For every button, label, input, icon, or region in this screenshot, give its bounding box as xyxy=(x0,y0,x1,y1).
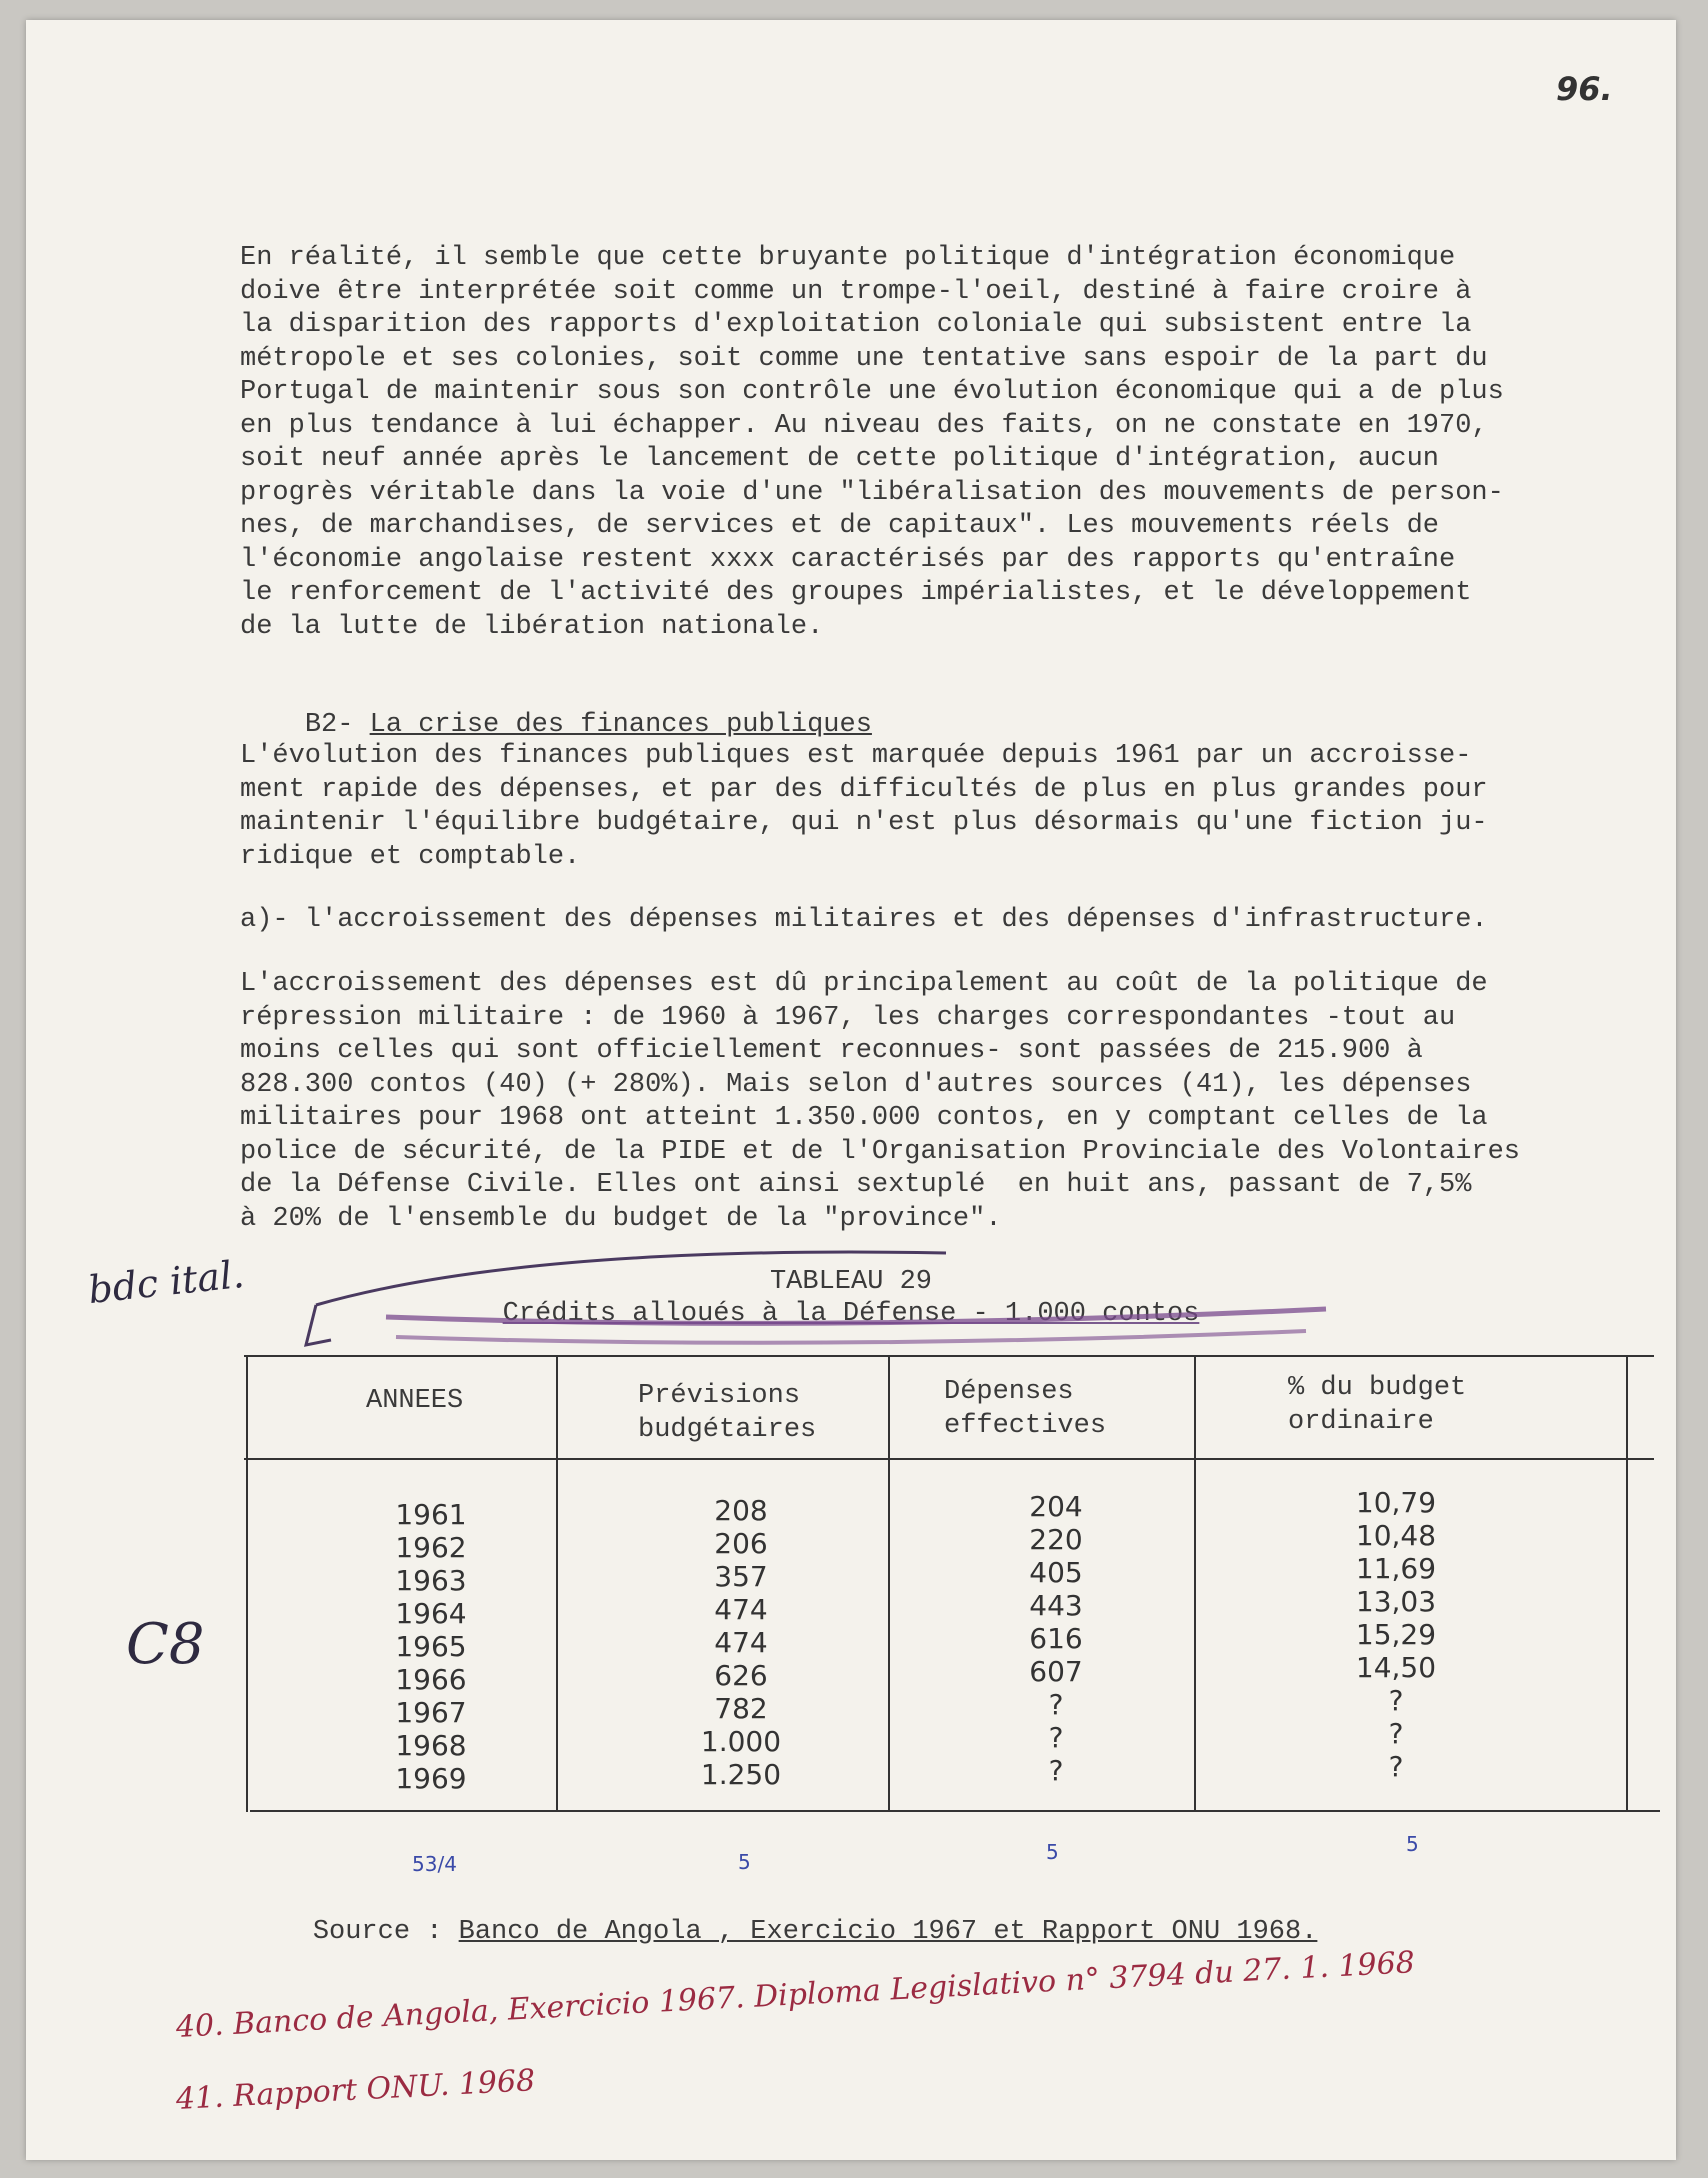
intro-line: soit neuf année après le lancement de cette politique d'intégration, aucun xyxy=(240,444,1439,474)
year-cell: 1961 xyxy=(395,1498,467,1531)
table-col-divider-4 xyxy=(1194,1355,1196,1812)
intro-line: en plus tendance à lui échapper. Au niveau des faits, on ne constate en 1970, xyxy=(240,410,1488,441)
subheading: a)- l'accroissement des dépenses militaires et des dépenses d'infrastructure. xyxy=(240,905,1488,935)
header-text: ANNEES xyxy=(366,1386,464,1416)
finances-line: maintenir l'équilibre budgétaire, qui n'est plus désormais qu'une fiction ju- xyxy=(240,808,1488,838)
header-annees xyxy=(366,1385,463,1419)
blue-mark-3: 5 xyxy=(1046,1840,1059,1864)
intro-line: métropole et ses colonies, soit comme une tentative sans espoir de la part du xyxy=(240,343,1488,374)
depenses-cell: 220 xyxy=(1029,1523,1083,1556)
year-cell: 1965 xyxy=(395,1630,467,1663)
footnote-41: 41. Rapport ONU. 1968 xyxy=(175,2063,537,2117)
intro-line: doive être interprétée soit comme un trompe-l'oeil, destiné à faire croire à xyxy=(240,276,1472,307)
margin-note-bdc-ital: bdc ital. xyxy=(86,1251,247,1313)
margin-note-c8: C8 xyxy=(126,1612,205,1677)
source-text: Banco de Angola , Exercicio 1967 et Rapport ONU 1968. xyxy=(458,1916,1318,1947)
previsions-cell: 626 xyxy=(714,1659,768,1692)
year-cell: 1963 xyxy=(395,1564,467,1597)
pct-cell: ? xyxy=(1388,1684,1404,1717)
previsions-cell: 474 xyxy=(714,1593,768,1626)
finances-line: ridique et comptable. xyxy=(240,841,581,872)
military-line: 828.300 contos (40) (+ 280%). Mais selon d'autres sources (41), les dépenses xyxy=(240,1069,1472,1100)
intro-line: le renforcement de l'activité des groupes impérialistes, et le développement xyxy=(240,578,1472,608)
intro-line: de la lutte de libération nationale. xyxy=(240,611,824,642)
year-cell: 1968 xyxy=(395,1729,467,1762)
blue-mark-2: 5 xyxy=(738,1850,751,1874)
intro-paragraph xyxy=(240,242,1660,644)
pct-cell: 10,48 xyxy=(1355,1519,1437,1552)
table-label: TABLEAU 29 xyxy=(769,1267,933,1297)
previsions-cell: 1.000 xyxy=(700,1725,782,1758)
previsions-cell: 1.250 xyxy=(700,1758,782,1791)
previsions-cell: 206 xyxy=(714,1527,768,1560)
blue-mark-4: 5 xyxy=(1406,1832,1419,1856)
depenses-cell: 616 xyxy=(1029,1622,1083,1655)
header-depenses xyxy=(944,1376,1106,1443)
year-cell: 1964 xyxy=(395,1597,467,1630)
depenses-cell: 204 xyxy=(1029,1490,1083,1523)
page-number: 96. xyxy=(1556,70,1613,108)
section-prefix: B2- xyxy=(304,709,370,740)
depenses-cell: ? xyxy=(1048,1754,1064,1787)
military-line: à 20% de l'ensemble du budget de la "province". xyxy=(240,1203,1002,1234)
header-previsions xyxy=(638,1380,816,1447)
pct-cell: ? xyxy=(1388,1750,1404,1783)
year-cell: 1969 xyxy=(395,1762,467,1795)
military-line: militaires pour 1968 ont atteint 1.350.000 contos, en y comptant celles de la xyxy=(240,1103,1488,1133)
finances-line: L'évolution des finances publiques est marquée depuis 1961 par un accroisse- xyxy=(240,741,1472,771)
table-caption: Crédits alloués à la Défense - 1.000 contos xyxy=(502,1299,1200,1329)
header-pct-budget xyxy=(1288,1372,1466,1439)
pct-cell: ? xyxy=(1388,1717,1404,1750)
header-text: effectives xyxy=(944,1410,1107,1441)
depenses-cell: ? xyxy=(1048,1688,1064,1721)
table-bottom-rule xyxy=(250,1810,1660,1812)
blue-mark-1: 53/4 xyxy=(412,1852,457,1876)
source-label: Source : xyxy=(312,1916,459,1947)
intro-line: Portugal de maintenir sous son contrôle une évolution économique qui a de plus xyxy=(240,377,1504,407)
depenses-cell: 405 xyxy=(1029,1556,1083,1589)
military-line: L'accroissement des dépenses est dû principalement au coût de la politique de xyxy=(240,969,1488,999)
column-years xyxy=(356,1498,506,1795)
military-line: police de sécurité, de la PIDE et de l'Organisation Provinciale des Volontaires xyxy=(240,1136,1521,1167)
pct-cell: 10,79 xyxy=(1355,1486,1437,1519)
previsions-cell: 208 xyxy=(714,1494,768,1527)
previsions-cell: 357 xyxy=(714,1560,768,1593)
military-line: répression militaire : de 1960 à 1967, les charges correspondantes -tout au xyxy=(240,1002,1456,1033)
intro-line: l'économie angolaise restent xxxx caractérisés par des rapports qu'entraîne xyxy=(240,544,1456,575)
header-text: Dépenses xyxy=(944,1377,1074,1407)
header-text: % du budget xyxy=(1288,1373,1467,1403)
section-title: La crise des finances publiques xyxy=(369,709,872,740)
finances-paragraph xyxy=(240,740,1660,874)
table-col-divider-1 xyxy=(246,1355,248,1812)
table-col-divider-5 xyxy=(1626,1355,1628,1812)
year-cell: 1966 xyxy=(395,1663,467,1696)
footnote-40: 40. Banco de Angola, Exercicio 1967. Diploma Legislativo n° 3794 du 27. 1. 1968 xyxy=(175,1945,1416,2045)
depenses-cell: 607 xyxy=(1029,1655,1083,1688)
document-page xyxy=(26,20,1676,2160)
intro-line: nes, de marchandises, de services et de capitaux". Les mouvements réels de xyxy=(240,511,1439,541)
finances-line: ment rapide des dépenses, et par des difficultés de plus en plus grandes pour xyxy=(240,774,1488,805)
intro-line: En réalité, il semble que cette bruyante politique d'intégration économique xyxy=(240,243,1456,273)
column-pct xyxy=(1321,1486,1471,1783)
pct-cell: 15,29 xyxy=(1355,1618,1437,1651)
depenses-cell: 443 xyxy=(1029,1589,1083,1622)
pct-cell: 14,50 xyxy=(1355,1651,1437,1684)
military-line: moins celles qui sont officiellement reconnues- sont passées de 215.900 à xyxy=(240,1036,1423,1066)
table-col-divider-2 xyxy=(556,1355,558,1812)
header-text: Prévisions xyxy=(638,1381,801,1411)
column-previsions xyxy=(666,1494,816,1791)
table-col-divider-3 xyxy=(888,1355,890,1812)
military-line: de la Défense Civile. Elles ont ainsi sextuplé en huit ans, passant de 7,5% xyxy=(240,1170,1472,1200)
column-depenses xyxy=(981,1490,1131,1787)
header-text: budgétaires xyxy=(638,1414,817,1445)
previsions-cell: 474 xyxy=(714,1626,768,1659)
table-header-rule xyxy=(244,1458,1654,1460)
year-cell: 1967 xyxy=(395,1696,467,1729)
intro-line: progrès véritable dans la voie d'une "libéralisation des mouvements de person- xyxy=(240,477,1504,508)
arrow-icon xyxy=(226,1245,1376,1365)
military-paragraph xyxy=(240,968,1660,1236)
pct-cell: 11,69 xyxy=(1355,1552,1437,1585)
pct-cell: 13,03 xyxy=(1355,1585,1437,1618)
previsions-cell: 782 xyxy=(714,1692,768,1725)
intro-line: la disparition des rapports d'exploitation coloniale qui subsistent entre la xyxy=(240,310,1472,340)
year-cell: 1962 xyxy=(395,1531,467,1564)
header-text: ordinaire xyxy=(1288,1406,1434,1437)
depenses-cell: ? xyxy=(1048,1721,1064,1754)
